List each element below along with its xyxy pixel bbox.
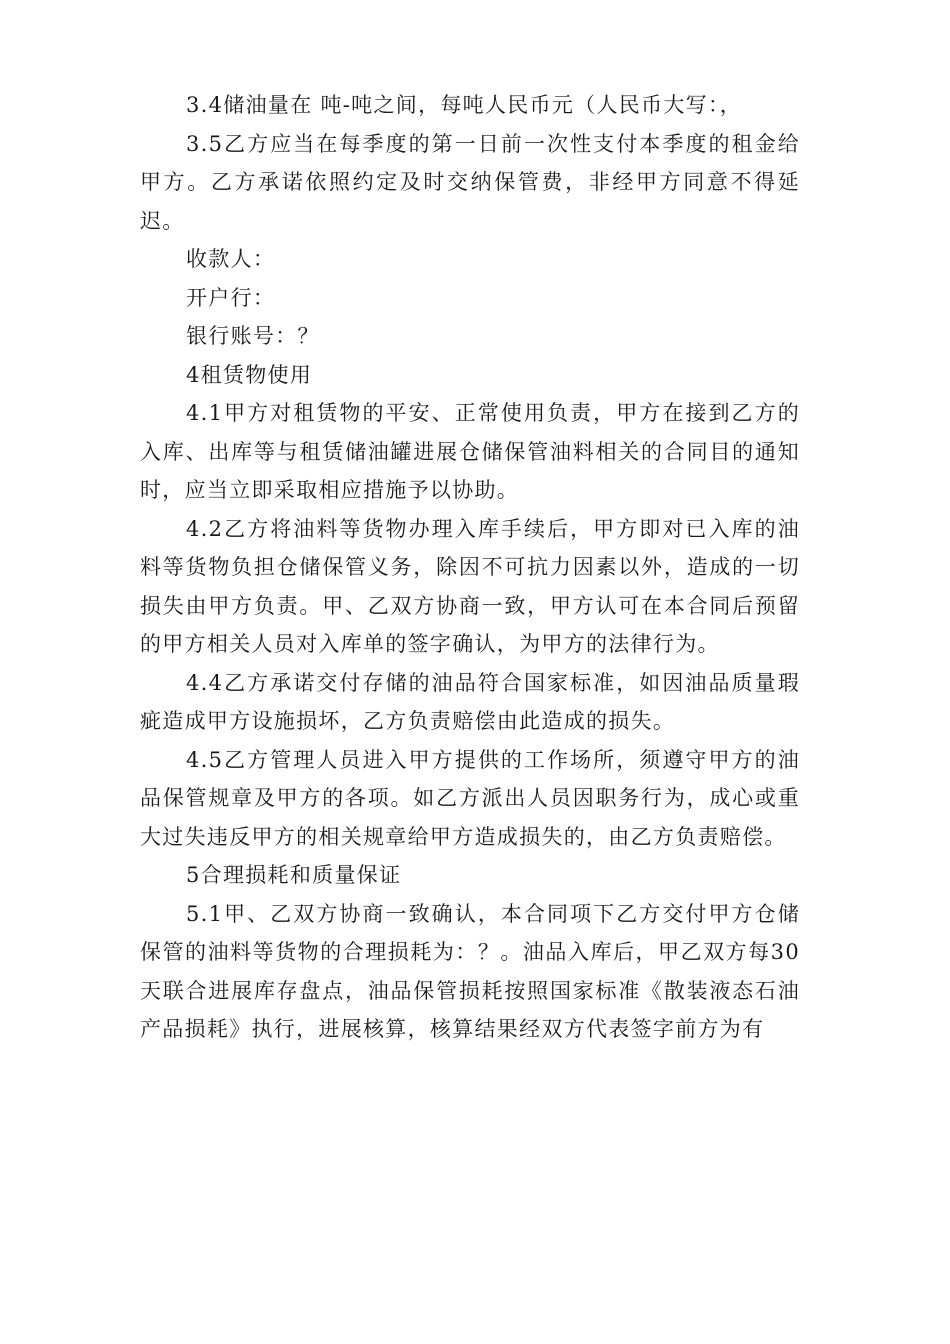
document-body (140, 86, 800, 1049)
clause-3-4: 3.4储油量在 吨-吨之间，每吨人民币元（人民币大写：， (186, 93, 743, 117)
account-number-line: 银行账号：？ (186, 324, 320, 348)
clause-4-4: 4.4乙方承诺交付存储的油品符合国家标准，如因油品质量瑕疵造成甲方设施损坏，乙方负责赔偿由此造成的损失。 (140, 670, 800, 733)
section-5-heading: 5合理损耗和质量保证 (186, 863, 402, 887)
clause-4-2: 4.2乙方将油料等货物办理入库手续后，甲方即对已入库的油料等货物负担仓储保管义务，除因不可抗力因素以外，造成的一切损失由甲方负责。甲、乙双方协商一致，甲方认可在本合同后预留的甲方相关人员对入库单的签字确认，为甲方的法律行为。 (140, 516, 800, 656)
section-4-heading: 4租赁物使用 (186, 362, 313, 387)
clause-3-5: 3.5乙方应当在每季度的第一日前一次性支付本季度的租金给甲方。乙方承诺依照约定及时交纳保管费，非经甲方同意不得延迟。 (140, 131, 800, 233)
bank-line: 开户行： (186, 285, 276, 310)
clause-5-1: 5.1甲、乙双方协商一致确认，本合同项下乙方交付甲方仓储保管的油料等货物的合理损耗为：？。油品入库后，甲乙双方每30天联合进展库存盘点，油品保管损耗按照国家标准《散装液态石油产品损耗》执行，进展核算，核算结果经双方代表签字前方为有 (140, 901, 800, 1041)
payee-line: 收款人： (186, 247, 276, 271)
clause-4-1: 4.1甲方对租赁物的平安、正常使用负责，甲方在接到乙方的入库、出库等与租赁储油罐进展仓储保管油料相关的合同目的通知时，应当立即采取相应措施予以协助。 (140, 401, 800, 502)
clause-4-5: 4.5乙方管理人员进入甲方提供的工作场所，须遵守甲方的油品保管规章及甲方的各项。如乙方派出人员因职务行为，成心或重大过失违反甲方的相关规章给甲方造成损失的，由乙方负责赔偿。 (140, 747, 800, 849)
